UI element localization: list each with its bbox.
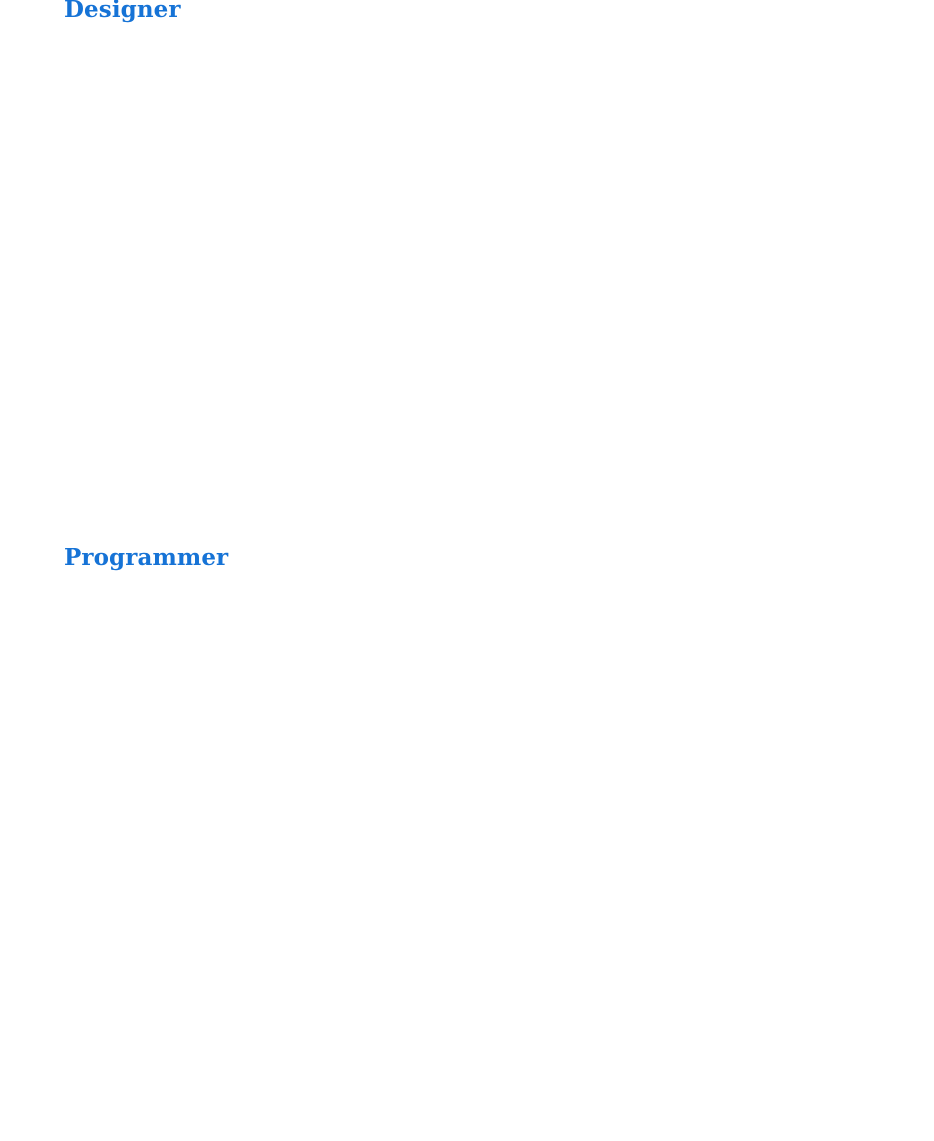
programmer-section	[0, 545, 934, 1141]
designer-section-body	[64, 40, 870, 545]
programmer-heading: Programmer	[64, 544, 229, 571]
designer-section	[0, 0, 934, 545]
designer-heading: Designer	[64, 0, 181, 23]
programmer-section-body	[64, 585, 870, 1141]
